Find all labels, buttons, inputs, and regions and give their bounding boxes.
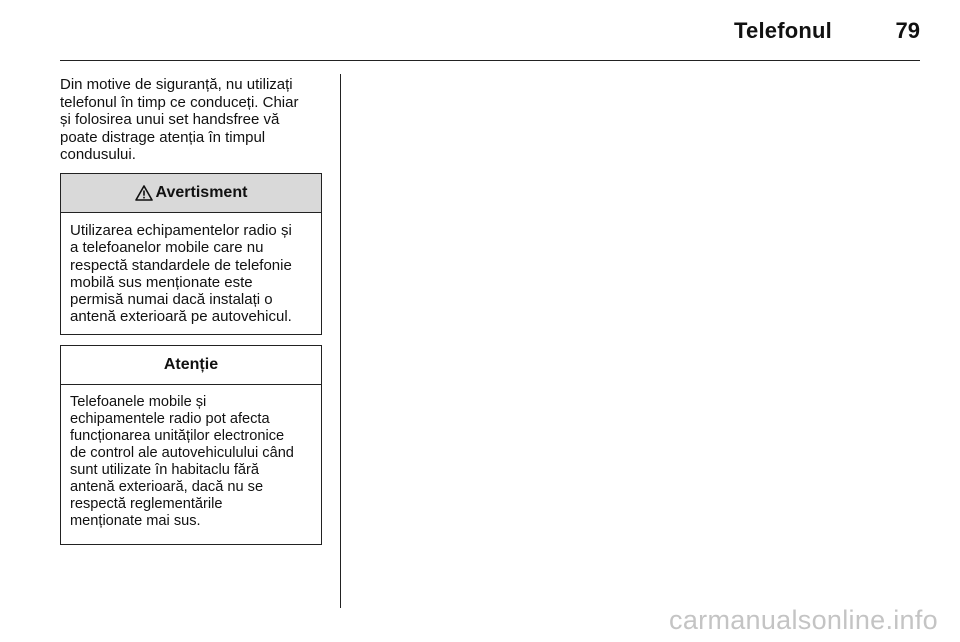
caution-title: Atenție: [163, 356, 219, 373]
warning-title: Avertisment: [155, 184, 248, 201]
warning-text: Utilizarea echipamentelor radio și a telefoanelor mobile care nu respectă standardele de telefonie mobilă sus menționate este permisă numai dacă instalați o antenă exterioară pe autovehicul.: [70, 222, 292, 326]
page-number: 79: [895, 18, 920, 43]
section-title: Telefonul: [734, 18, 832, 43]
header-rule: [60, 60, 920, 61]
column-divider: [340, 74, 341, 608]
caution-box: [60, 345, 322, 545]
caution-text: Telefoanele mobile și echipamentele radio pot afecta funcționarea unităților electronice de control ale autovehiculului când sunt utilizate în habitaclu fără antenă exterioară, dacă nu se respectă reglementările menționate mai sus.: [70, 394, 294, 529]
intro-paragraph: Din motive de siguranță, nu utilizați telefonul în timp ce conduceți. Chiar și folosirea unui set handsfree vă poate distrage atenția în timpul condusului.: [60, 76, 299, 163]
warning-box: [60, 173, 322, 335]
watermark: carmanualsonline.info: [669, 605, 938, 635]
page-header: [60, 18, 920, 48]
warning-box-header: [61, 174, 321, 213]
caution-box-header: [61, 346, 321, 385]
warning-triangle-icon: [135, 185, 153, 201]
